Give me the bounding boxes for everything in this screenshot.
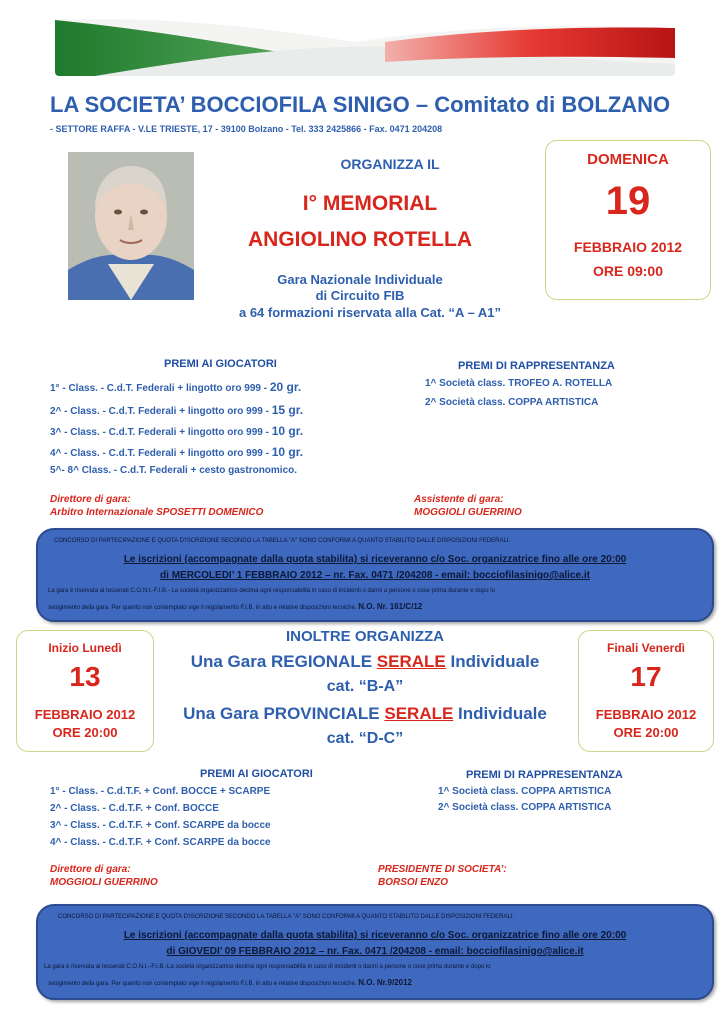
prize-item: 2^ - Class. - C.d.T.F. + Conf. BOCCE	[50, 803, 219, 814]
notice-registration-line: Le iscrizioni (accompagnate dalla quota stabilita) si riceveranno c/o Soc. organizzatrice fino alle ore 20:00	[123, 930, 627, 941]
end-date-time: ORE 20:00	[613, 725, 679, 740]
start-date-day: 13	[69, 661, 101, 692]
regional-category: cat. “B-A”	[326, 678, 404, 695]
registration-notice-2	[36, 904, 714, 1000]
prizes-rep-heading: PREMI DI RAPPRESENTANZA	[466, 769, 623, 781]
rep-prize-item: 1^ Società class. TROFEO A. ROTELLA	[425, 378, 613, 389]
gara-line1: Gara Nazionale Individuale	[277, 272, 443, 287]
notice-line: CONCORSO DI PARTECIPAZIONE E QUOTA D'ISCRIZIONE SECONDO LA TABELLA "A" SONO CONFORMI A QUANTO STABILITO DALLE DISPOSIZIONI FEDERALI.	[58, 914, 515, 920]
notice-line: svolgimento della gara. Per quanto non contemplato vige il regolamento F.I.B. in atto e relative disposizioni tecniche. N.O. Nr.9/2012	[48, 978, 412, 987]
director-label: Direttore di gara:	[50, 494, 131, 505]
notice-deadline-line: di GIOVEDI’ 09 FEBBRAIO 2012 – nr. Fax. 0471 /204208 - email: bocciofilasinigo@alice.it	[166, 946, 584, 957]
end-date-label: Finali Venerdì	[606, 641, 686, 655]
director-label: Direttore di gara:	[50, 864, 131, 875]
italian-flag-banner	[55, 12, 675, 76]
start-date-box	[16, 630, 154, 752]
memorial-line2: ANGIOLINO ROTELLA	[248, 228, 472, 251]
prize-item: 2^ - Class. - C.d.T. Federali + lingotto oro 999 - 15 gr.	[50, 403, 304, 417]
director-name: MOGGIOLI GUERRINO	[50, 877, 158, 888]
provincial-category: cat. “D-C”	[326, 730, 404, 747]
prizes-rep-heading: PREMI DI RAPPRESENTANZA	[458, 360, 615, 372]
notice-line: La gara è riservata ai tesserati C.O.N.I.-F.I.B.- La società organizzatrice declina ogni responsabilità in caso di incidenti o danni a persone o cose prima durante e dopo lo	[48, 588, 495, 594]
organizza-label: ORGANIZZA IL	[340, 156, 440, 172]
president-label: PRESIDENTE DI SOCIETA’:	[378, 864, 507, 875]
prizes-players-heading: PREMI AI GIOCATORI	[164, 358, 277, 370]
prize-item: 5^- 8^ Class. - C.d.T. Federali + cesto gastronomico.	[50, 465, 298, 476]
main-date-time: ORE 09:00	[592, 263, 664, 279]
assistant-label: Assistente di gara:	[414, 494, 504, 505]
assistant-name: MOGGIOLI GUERRINO	[414, 507, 522, 518]
start-date-time: ORE 20:00	[52, 725, 118, 740]
notice-line: svolgimento della gara. Per quanto non contemplato vige il regolamento F.I.B. in atto e relative disposizioni tecniche. N.O. Nr. 161/C/12	[48, 602, 423, 611]
prize-item: 3^ - Class. - C.d.T.F. + Conf. SCARPE da bocce	[50, 820, 271, 831]
main-date-dayname: DOMENICA	[587, 151, 669, 168]
memorial-line1: I° MEMORIAL	[302, 192, 438, 215]
main-date-day: 19	[605, 179, 651, 223]
page-title: LA SOCIETA’ BOCCIOFILA SINIGO – Comitato di BOLZANO	[50, 92, 671, 117]
start-date-month: FEBBRAIO 2012	[34, 707, 136, 722]
start-date-label: Inizio Lunedì	[48, 641, 122, 655]
portrait-photo	[68, 152, 194, 300]
gara-line3: a 64 formazioni riservata alla Cat. “A – A1”	[238, 305, 502, 320]
rep-prize-item: 2^ Società class. COPPA ARTISTICA	[438, 802, 612, 813]
notice-deadline-line: di MERCOLEDI’ 1 FEBBRAIO 2012 – nr. Fax. 0471 /204208 - email: bocciofilasinigo@alice.it	[160, 570, 590, 581]
notice-line: CONCORSO DI PARTECIPAZIONE E QUOTA D'ISCRIZIONE SECONDO LA TABELLA "A" SONO CONFORMI A QUANTO STABILITO DALLE DISPOSIZIONI FEDERALI.	[54, 538, 511, 544]
prize-item: 4^ - Class. - C.d.T.F. + Conf. SCARPE da bocce	[50, 837, 271, 848]
prize-item: 1° - Class. - C.d.T.F. + Conf. BOCCE + SCARPE	[50, 786, 271, 797]
rep-prize-item: 1^ Società class. COPPA ARTISTICA	[438, 786, 612, 797]
president-name: BORSOI ENZO	[378, 877, 449, 888]
prize-item: 3^ - Class. - C.d.T. Federali + lingotto oro 999 - 10 gr.	[50, 424, 304, 438]
director-name: Arbitro Internazionale SPOSETTI DOMENICO	[50, 507, 264, 518]
prizes-players-heading: PREMI AI GIOCATORI	[200, 768, 313, 780]
end-date-day: 17	[630, 661, 662, 692]
rep-prize-item: 2^ Società class. COPPA ARTISTICA	[425, 397, 599, 408]
notice-line: La gara è riservata ai tesserati C.O.N.I.–F.I.B.-La società organizzatrice declina ogni responsabilità in caso di incidenti o danni a persone o cose prima durante e dopo lo	[44, 964, 491, 970]
club-address: - SETTORE RAFFA - V.LE TRIESTE, 17 - 39100 Bolzano - Tel. 333 2425866 - Fax. 0471 204208	[50, 124, 443, 134]
main-date-month: FEBBRAIO 2012	[573, 239, 683, 255]
gara-line2: di Circuito FIB	[315, 288, 405, 303]
main-date-box	[545, 140, 711, 300]
prize-item: 4^ - Class. - C.d.T. Federali + lingotto oro 999 - 10 gr.	[50, 445, 304, 459]
prize-item: 1° - Class. - C.d.T. Federali + lingotto oro 999 - 20 gr.	[50, 380, 302, 394]
regional-event: Una Gara REGIONALE SERALE Individuale	[190, 652, 540, 671]
inoltre-organizza: INOLTRE ORGANIZZA	[285, 628, 445, 645]
end-date-box	[578, 630, 714, 752]
provincial-event: Una Gara PROVINCIALE SERALE Individuale	[183, 704, 547, 723]
end-date-month: FEBBRAIO 2012	[595, 707, 697, 722]
notice-registration-line: Le iscrizioni (accompagnate dalla quota stabilita) si riceveranno c/o Soc. organizzatrice fino alle ore 20:00	[123, 554, 627, 565]
registration-notice-1	[36, 528, 714, 622]
